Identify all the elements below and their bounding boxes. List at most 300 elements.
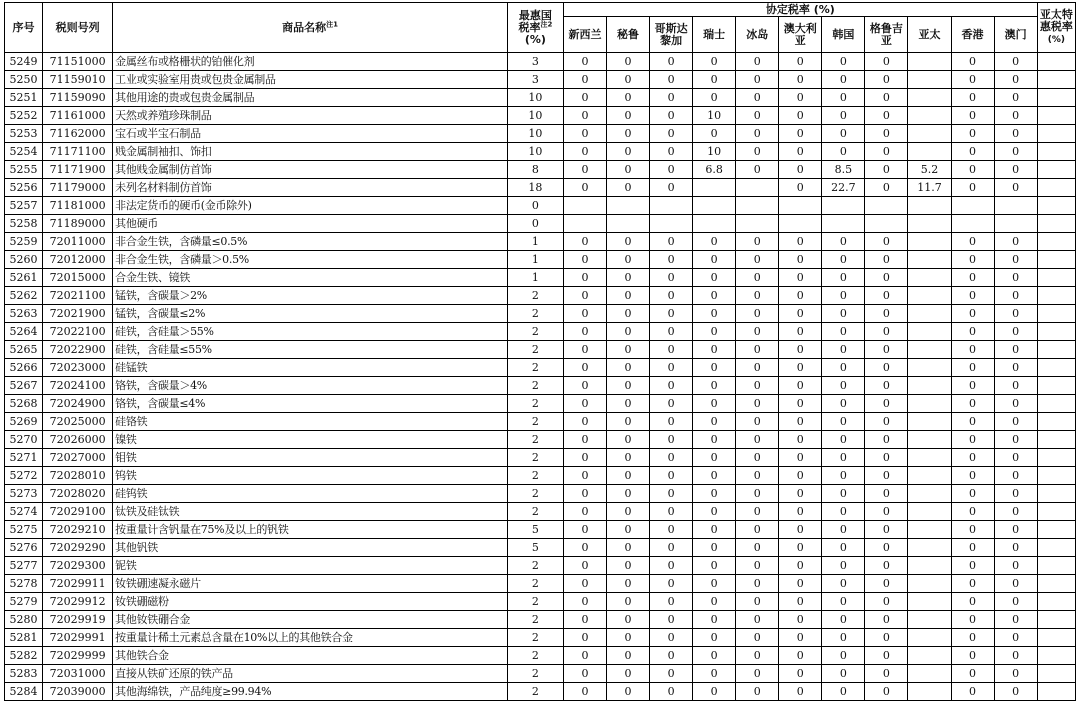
cell-rate: 0	[607, 647, 650, 665]
cell-rate: 0	[994, 665, 1037, 683]
cell-name: 其他海绵铁，产品纯度≥99.94%	[113, 683, 508, 701]
cell-rate: 0	[607, 341, 650, 359]
cell-rate: 0	[607, 413, 650, 431]
cell-rate: 0	[650, 89, 693, 107]
cell-rate: 0	[693, 359, 736, 377]
cell-rate: 0	[693, 467, 736, 485]
cell-rate: 0	[693, 593, 736, 611]
cell-rate: 0	[563, 557, 606, 575]
cell-rate: 0	[951, 89, 994, 107]
cell-mfn: 10	[507, 143, 563, 161]
cell-rate	[908, 611, 951, 629]
table-row	[5, 89, 1076, 107]
cell-rate	[908, 539, 951, 557]
cell-rate: 0	[822, 575, 865, 593]
cell-code: 72012000	[43, 251, 113, 269]
header-seq: 序号	[5, 3, 43, 53]
cell-rate: 0	[994, 503, 1037, 521]
cell-rate: 0	[779, 431, 822, 449]
cell-rate: 0	[779, 413, 822, 431]
cell-apta	[1037, 323, 1075, 341]
table-row	[5, 107, 1076, 125]
cell-rate: 0	[607, 593, 650, 611]
table-row	[5, 557, 1076, 575]
cell-rate: 0	[994, 449, 1037, 467]
cell-rate	[736, 215, 779, 233]
cell-code: 72029210	[43, 521, 113, 539]
header-country: 格鲁吉亚	[865, 17, 908, 53]
cell-apta	[1037, 197, 1075, 215]
header-country: 亚太	[908, 17, 951, 53]
cell-rate: 0	[865, 53, 908, 71]
cell-rate: 0	[650, 305, 693, 323]
cell-rate: 0	[650, 665, 693, 683]
table-row	[5, 377, 1076, 395]
cell-rate: 0	[994, 575, 1037, 593]
cell-rate: 0	[779, 449, 822, 467]
cell-rate: 0	[563, 71, 606, 89]
cell-rate: 0	[865, 611, 908, 629]
cell-rate: 0	[865, 161, 908, 179]
cell-rate: 0	[994, 305, 1037, 323]
cell-name: 其他硬币	[113, 215, 508, 233]
cell-name: 按重量计含钒量在75%及以上的钒铁	[113, 521, 508, 539]
cell-name: 硅铁，含硅量＞55%	[113, 323, 508, 341]
cell-rate: 0	[563, 485, 606, 503]
cell-code: 72027000	[43, 449, 113, 467]
cell-rate: 0	[650, 179, 693, 197]
cell-rate: 0	[563, 89, 606, 107]
cell-rate: 0	[822, 395, 865, 413]
cell-mfn: 10	[507, 125, 563, 143]
cell-mfn: 5	[507, 539, 563, 557]
table-row	[5, 125, 1076, 143]
cell-rate: 0	[779, 125, 822, 143]
cell-code: 72029300	[43, 557, 113, 575]
cell-rate: 0	[822, 449, 865, 467]
cell-rate: 0	[994, 413, 1037, 431]
cell-rate: 0	[563, 341, 606, 359]
cell-rate: 0	[994, 107, 1037, 125]
cell-rate: 0	[607, 71, 650, 89]
cell-rate: 0	[822, 485, 865, 503]
cell-rate	[908, 647, 951, 665]
cell-rate: 0	[822, 89, 865, 107]
cell-rate: 0	[650, 413, 693, 431]
cell-rate: 0	[994, 431, 1037, 449]
cell-rate: 0	[994, 323, 1037, 341]
cell-name: 铬铁，含碳量≤4%	[113, 395, 508, 413]
cell-seq: 5262	[5, 287, 43, 305]
cell-rate: 0	[736, 611, 779, 629]
table-row	[5, 71, 1076, 89]
table-row	[5, 179, 1076, 197]
cell-rate: 0	[563, 449, 606, 467]
cell-apta	[1037, 503, 1075, 521]
cell-rate: 0	[563, 683, 606, 701]
table-row	[5, 593, 1076, 611]
cell-rate: 0	[693, 341, 736, 359]
cell-mfn: 2	[507, 341, 563, 359]
cell-rate	[822, 215, 865, 233]
cell-rate: 0	[736, 503, 779, 521]
cell-rate: 0	[865, 179, 908, 197]
table-row	[5, 521, 1076, 539]
cell-rate	[908, 557, 951, 575]
cell-code: 72024900	[43, 395, 113, 413]
cell-rate: 0	[779, 323, 822, 341]
cell-rate: 0	[736, 521, 779, 539]
cell-code: 71162000	[43, 125, 113, 143]
cell-rate: 0	[650, 557, 693, 575]
header-country: 秘鲁	[607, 17, 650, 53]
cell-rate: 0	[607, 179, 650, 197]
table-row	[5, 647, 1076, 665]
cell-rate: 0	[736, 269, 779, 287]
cell-rate: 0	[607, 233, 650, 251]
cell-rate: 0	[994, 485, 1037, 503]
cell-rate: 0	[822, 413, 865, 431]
cell-rate	[908, 629, 951, 647]
cell-rate: 0	[736, 683, 779, 701]
cell-seq: 5256	[5, 179, 43, 197]
cell-name: 贱金属制袖扣、饰扣	[113, 143, 508, 161]
cell-rate: 0	[693, 485, 736, 503]
cell-apta	[1037, 647, 1075, 665]
cell-rate: 0	[607, 683, 650, 701]
cell-code: 72031000	[43, 665, 113, 683]
cell-rate: 0	[865, 413, 908, 431]
cell-rate: 0	[865, 341, 908, 359]
cell-name: 铌铁	[113, 557, 508, 575]
cell-rate	[563, 215, 606, 233]
cell-mfn: 2	[507, 395, 563, 413]
cell-seq: 5268	[5, 395, 43, 413]
cell-rate: 0	[650, 449, 693, 467]
cell-rate	[908, 215, 951, 233]
table-row	[5, 161, 1076, 179]
cell-rate: 0	[951, 683, 994, 701]
cell-mfn: 1	[507, 251, 563, 269]
cell-apta	[1037, 287, 1075, 305]
cell-rate: 0	[951, 233, 994, 251]
cell-rate: 0	[563, 359, 606, 377]
cell-rate: 0	[865, 269, 908, 287]
cell-rate: 0	[822, 125, 865, 143]
cell-rate: 0	[736, 467, 779, 485]
cell-rate	[908, 377, 951, 395]
cell-rate: 0	[736, 647, 779, 665]
cell-rate: 0	[693, 395, 736, 413]
cell-rate: 0	[865, 449, 908, 467]
cell-name: 硅钨铁	[113, 485, 508, 503]
cell-rate: 0	[736, 233, 779, 251]
cell-rate	[908, 71, 951, 89]
cell-rate: 0	[822, 341, 865, 359]
cell-rate: 0	[865, 89, 908, 107]
header-country: 瑞士	[693, 17, 736, 53]
cell-rate: 0	[779, 287, 822, 305]
cell-rate: 0	[994, 557, 1037, 575]
cell-rate: 0	[822, 611, 865, 629]
cell-rate: 0	[779, 251, 822, 269]
cell-seq: 5270	[5, 431, 43, 449]
table-row	[5, 197, 1076, 215]
cell-rate: 0	[736, 107, 779, 125]
cell-rate	[693, 197, 736, 215]
cell-name: 锰铁，含碳量＞2%	[113, 287, 508, 305]
cell-rate: 0	[736, 89, 779, 107]
cell-rate: 0	[736, 71, 779, 89]
cell-rate	[908, 125, 951, 143]
cell-rate: 0	[607, 251, 650, 269]
cell-rate: 0	[994, 359, 1037, 377]
cell-rate: 0	[951, 179, 994, 197]
cell-rate: 0	[563, 53, 606, 71]
cell-seq: 5261	[5, 269, 43, 287]
cell-rate: 0	[607, 575, 650, 593]
cell-rate: 0	[693, 539, 736, 557]
cell-rate: 0	[607, 323, 650, 341]
cell-apta	[1037, 485, 1075, 503]
cell-apta	[1037, 683, 1075, 701]
cell-rate: 0	[994, 233, 1037, 251]
cell-name: 非法定货币的硬币(金币除外)	[113, 197, 508, 215]
cell-rate: 0	[607, 629, 650, 647]
header-mfn-note: 注2	[540, 19, 553, 28]
cell-rate: 0	[822, 647, 865, 665]
cell-seq: 5273	[5, 485, 43, 503]
cell-rate: 0	[822, 593, 865, 611]
cell-code: 71171100	[43, 143, 113, 161]
header-apta-unit: (%)	[1047, 35, 1065, 45]
cell-rate	[908, 233, 951, 251]
cell-name: 其他铁合金	[113, 647, 508, 665]
cell-seq: 5282	[5, 647, 43, 665]
cell-rate: 8.5	[822, 161, 865, 179]
cell-name: 铬铁，含碳量＞4%	[113, 377, 508, 395]
tariff-table	[4, 2, 1076, 701]
cell-rate: 0	[607, 287, 650, 305]
cell-rate: 0	[865, 485, 908, 503]
header-country: 哥斯达黎加	[650, 17, 693, 53]
table-row	[5, 665, 1076, 683]
cell-rate: 0	[563, 521, 606, 539]
cell-rate: 0	[736, 431, 779, 449]
cell-rate: 0	[563, 107, 606, 125]
cell-rate: 0	[779, 89, 822, 107]
cell-rate: 0	[563, 467, 606, 485]
cell-rate: 0	[563, 629, 606, 647]
cell-rate: 0	[736, 161, 779, 179]
cell-rate: 0	[650, 629, 693, 647]
cell-rate: 0	[779, 233, 822, 251]
cell-rate: 0	[865, 575, 908, 593]
cell-rate: 0	[951, 323, 994, 341]
cell-rate: 0	[650, 377, 693, 395]
cell-rate: 0	[607, 449, 650, 467]
cell-rate: 0	[779, 107, 822, 125]
cell-rate: 0	[822, 683, 865, 701]
cell-rate: 0	[994, 269, 1037, 287]
cell-rate	[908, 593, 951, 611]
cell-rate: 0	[563, 305, 606, 323]
header-country: 香港	[951, 17, 994, 53]
header-country: 韩国	[822, 17, 865, 53]
cell-rate: 0	[693, 629, 736, 647]
table-row	[5, 395, 1076, 413]
cell-seq: 5257	[5, 197, 43, 215]
cell-rate: 0	[650, 341, 693, 359]
cell-rate: 0	[693, 287, 736, 305]
cell-seq: 5260	[5, 251, 43, 269]
cell-name: 钕铁硼磁粉	[113, 593, 508, 611]
cell-rate: 0	[650, 287, 693, 305]
cell-apta	[1037, 233, 1075, 251]
cell-rate	[693, 215, 736, 233]
cell-mfn: 5	[507, 521, 563, 539]
header-apta-line1: 亚太特	[1039, 8, 1073, 21]
cell-rate: 0	[607, 89, 650, 107]
cell-rate: 0	[865, 665, 908, 683]
header-apta	[1037, 3, 1075, 53]
cell-seq: 5284	[5, 683, 43, 701]
cell-mfn: 2	[507, 503, 563, 521]
cell-rate: 0	[994, 341, 1037, 359]
cell-rate	[736, 197, 779, 215]
cell-rate: 0	[865, 557, 908, 575]
cell-code: 72029991	[43, 629, 113, 647]
cell-apta	[1037, 251, 1075, 269]
cell-rate: 0	[779, 395, 822, 413]
cell-rate: 0	[563, 143, 606, 161]
cell-code: 72028010	[43, 467, 113, 485]
cell-rate	[908, 305, 951, 323]
header-agreement: 协定税率 (%)	[563, 3, 1037, 17]
cell-apta	[1037, 359, 1075, 377]
cell-rate: 0	[650, 575, 693, 593]
table-row	[5, 449, 1076, 467]
cell-rate: 0	[779, 359, 822, 377]
cell-rate: 0	[951, 359, 994, 377]
cell-apta	[1037, 539, 1075, 557]
cell-rate: 0	[994, 251, 1037, 269]
cell-name: 其他用途的贵或包贵金属制品	[113, 89, 508, 107]
cell-seq: 5259	[5, 233, 43, 251]
cell-mfn: 2	[507, 665, 563, 683]
cell-rate: 0	[563, 269, 606, 287]
cell-rate: 0	[607, 395, 650, 413]
table-row	[5, 305, 1076, 323]
cell-rate: 0	[693, 449, 736, 467]
cell-code: 71189000	[43, 215, 113, 233]
cell-rate: 0	[865, 593, 908, 611]
cell-apta	[1037, 557, 1075, 575]
cell-rate: 0	[865, 647, 908, 665]
cell-rate: 0	[693, 683, 736, 701]
cell-rate: 0	[865, 251, 908, 269]
cell-rate: 0	[607, 431, 650, 449]
cell-rate: 0	[994, 143, 1037, 161]
cell-rate: 0	[736, 287, 779, 305]
table-row	[5, 539, 1076, 557]
cell-rate: 0	[607, 665, 650, 683]
cell-code: 72024100	[43, 377, 113, 395]
cell-apta	[1037, 71, 1075, 89]
cell-rate: 0	[951, 395, 994, 413]
cell-mfn: 2	[507, 575, 563, 593]
cell-rate: 0	[736, 323, 779, 341]
cell-rate: 0	[822, 539, 865, 557]
cell-seq: 5249	[5, 53, 43, 71]
cell-code: 71151000	[43, 53, 113, 71]
cell-rate: 0	[779, 467, 822, 485]
cell-rate: 0	[822, 143, 865, 161]
cell-code: 71159090	[43, 89, 113, 107]
cell-rate: 0	[650, 683, 693, 701]
cell-rate: 11.7	[908, 179, 951, 197]
table-row	[5, 359, 1076, 377]
cell-rate	[994, 197, 1037, 215]
header-apta-line2: 惠税率	[1039, 20, 1073, 33]
cell-rate	[908, 287, 951, 305]
cell-apta	[1037, 431, 1075, 449]
cell-seq: 5274	[5, 503, 43, 521]
cell-seq: 5252	[5, 107, 43, 125]
cell-rate: 0	[994, 647, 1037, 665]
cell-rate: 0	[736, 539, 779, 557]
cell-rate: 0	[650, 395, 693, 413]
cell-rate: 0	[693, 125, 736, 143]
cell-rate: 0	[607, 269, 650, 287]
cell-rate: 0	[607, 485, 650, 503]
cell-mfn: 2	[507, 629, 563, 647]
table-row	[5, 143, 1076, 161]
cell-rate: 0	[736, 395, 779, 413]
table-body	[5, 53, 1076, 701]
cell-rate: 0	[951, 53, 994, 71]
cell-rate: 0	[779, 557, 822, 575]
cell-name: 直接从铁矿还原的铁产品	[113, 665, 508, 683]
cell-rate: 0	[779, 629, 822, 647]
cell-rate	[908, 143, 951, 161]
table-row	[5, 341, 1076, 359]
cell-rate: 22.7	[822, 179, 865, 197]
cell-rate: 0	[563, 161, 606, 179]
cell-rate: 0	[951, 503, 994, 521]
cell-rate: 0	[693, 521, 736, 539]
cell-mfn: 0	[507, 197, 563, 215]
cell-rate: 0	[822, 323, 865, 341]
cell-rate: 0	[779, 521, 822, 539]
cell-name: 硅锰铁	[113, 359, 508, 377]
cell-mfn: 0	[507, 215, 563, 233]
cell-code: 72029912	[43, 593, 113, 611]
cell-rate: 0	[951, 467, 994, 485]
cell-rate: 0	[650, 161, 693, 179]
cell-rate: 0	[779, 161, 822, 179]
cell-rate: 0	[563, 593, 606, 611]
cell-rate: 0	[779, 71, 822, 89]
cell-rate: 0	[865, 539, 908, 557]
cell-rate: 0	[865, 395, 908, 413]
cell-rate	[779, 197, 822, 215]
cell-rate: 0	[951, 521, 994, 539]
cell-rate: 0	[736, 359, 779, 377]
cell-rate: 0	[650, 143, 693, 161]
cell-rate: 0	[736, 53, 779, 71]
cell-rate: 0	[650, 647, 693, 665]
